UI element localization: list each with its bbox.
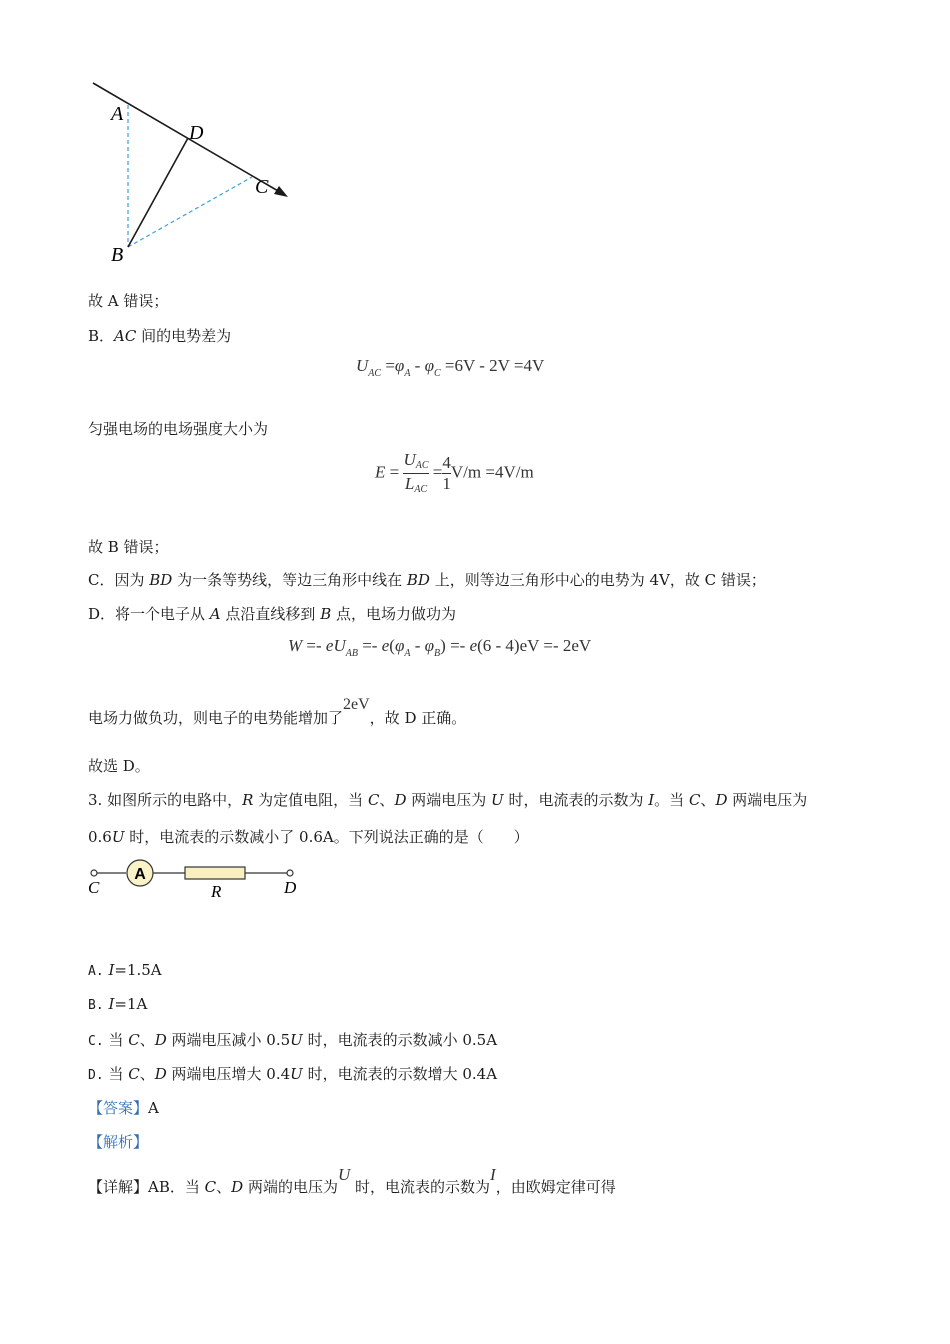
q3-line2-b: 时，电流表的示数减小了 0.6A。下列说法正确的是（ ） (124, 828, 529, 846)
eq-w-eq2: =- (357, 636, 382, 655)
d-prefix: D．将一个电子从 (88, 605, 210, 623)
label-c: C (255, 176, 269, 198)
detail-end: ，由欧姆定律可得 (495, 1178, 616, 1196)
detail-u: U (337, 1165, 351, 1184)
option-c-u: U (290, 1031, 303, 1049)
fraction-uac-lac (403, 450, 428, 497)
eq-u-sub: AC (368, 368, 382, 379)
option-c-letter: C. (88, 1034, 104, 1049)
eq-w-phi-a: φ (394, 636, 405, 655)
label-d: D (189, 122, 204, 144)
neg-work-value: 2eV (343, 696, 370, 713)
answer-value: A (148, 1099, 159, 1117)
q3-prefix: 3. 如图所示的电路中， (88, 791, 243, 809)
d-var1: A (209, 605, 221, 623)
eq-w-e2: e (381, 636, 390, 655)
eq-w-a-sub: A (404, 648, 411, 659)
eq-rest: =6V - 2V =4V (440, 356, 545, 375)
a-wrong-line: 故 A 错误； (88, 292, 169, 310)
option-c-end: 时，电流表的示数减小 0.5A (302, 1031, 498, 1049)
arrow-head-icon (274, 186, 288, 197)
q3-c-text: 时，电流表的示数为 (503, 791, 649, 809)
eq-e: E (375, 462, 386, 482)
option-d-u: U (290, 1065, 303, 1083)
c-prefix: C．因为 (88, 571, 150, 589)
option-d-letter: D. (88, 1068, 104, 1083)
detail-tag: 【详解】 (88, 1178, 149, 1196)
terminal-d-icon (287, 870, 293, 876)
b-prefix: B． (88, 327, 115, 345)
triangle-figure (85, 75, 300, 270)
eq-w-u-sub: AB (345, 648, 358, 659)
eq-w-b-sub: B (434, 648, 441, 659)
q3-line1 (88, 789, 807, 810)
field-intro-line: 匀强电场的电场强度大小为 (88, 420, 269, 438)
label-a: A (111, 103, 124, 125)
q3-line2-a: 0.6 (88, 828, 112, 846)
q3-sep: 、 (379, 791, 395, 809)
neg-work-line (88, 696, 467, 728)
frac-1: 1 (442, 474, 451, 493)
eq-w-e1: e (325, 636, 334, 655)
eq-w-phi-b: φ (424, 636, 435, 655)
option-d-sep: 、 (139, 1065, 155, 1083)
frac-4: 4 (442, 453, 451, 472)
q3-c: C (367, 791, 380, 809)
eq-w-eq3: =- (445, 636, 470, 655)
d-line (88, 603, 456, 624)
c-end: 上，则等边三角形中心的电势为 4V，故 C 错误； (429, 571, 766, 589)
q3-line2-u: U (111, 828, 125, 846)
terminal-c-icon (91, 870, 97, 876)
detail-d: D (231, 1178, 244, 1196)
frac-den: L (404, 474, 415, 493)
detail-c: C (204, 1178, 217, 1196)
option-c-mid: 两端电压减小 0.5 (166, 1031, 291, 1049)
option-c-d: D (154, 1031, 167, 1049)
eq-w-e3: e (469, 636, 478, 655)
option-d-mid: 两端电压增大 0.4 (166, 1065, 291, 1083)
q3-sep2: 、 (700, 791, 716, 809)
option-c-c: C (128, 1031, 140, 1049)
answer-tag: 【答案】 (88, 1099, 149, 1117)
fraction-4-1 (442, 453, 451, 494)
eq-phi-c: φ (424, 356, 434, 375)
b-intro-line (88, 325, 231, 346)
q3-line2 (88, 826, 529, 847)
option-a-var: I (108, 961, 115, 979)
circuit-label-d: D (284, 878, 297, 897)
eq-w-close: ) (440, 636, 446, 655)
option-b[interactable] (88, 995, 147, 1013)
eq-equals-2: = (428, 462, 443, 482)
option-d-d: D (154, 1065, 167, 1083)
option-a-text: =1.5A (114, 961, 162, 979)
q3-d2: D (715, 791, 728, 809)
circuit-label-c: C (88, 878, 100, 897)
eq-w-minus: - (410, 636, 425, 655)
choose-d-line: 故选 D。 (88, 757, 150, 775)
ammeter-label: A (134, 866, 146, 883)
frac-den-sub: AC (414, 484, 428, 495)
q3-d: D (394, 791, 407, 809)
b-text: 间的电势差为 (136, 327, 232, 345)
option-d-pre: 当 (108, 1065, 129, 1083)
analysis-tag: 【解析】 (88, 1133, 149, 1151)
option-a[interactable] (88, 961, 162, 979)
option-d[interactable] (88, 1063, 497, 1084)
q3-c2: C (688, 791, 701, 809)
eq-u: U (356, 356, 369, 375)
c-var1: BD (149, 571, 173, 589)
option-d-c: C (128, 1065, 140, 1083)
q3-e-text: 两端电压为 (727, 791, 808, 809)
d-mid: 点沿直线移到 (220, 605, 321, 623)
eq-equals: = (381, 356, 395, 375)
bd-solid-line (128, 138, 188, 247)
option-b-text: =1A (114, 995, 148, 1013)
eq-w-u: U (333, 636, 346, 655)
detail-i: I (490, 1165, 496, 1184)
eq-phi-a: φ (394, 356, 405, 375)
d-end: 点，电场力做功为 (331, 605, 456, 623)
detail-mid: 时，电流表的示数为 (350, 1178, 491, 1196)
detail-a: AB．当 (148, 1178, 205, 1196)
c-mid: 为一条等势线，等边三角形中线在 (172, 571, 407, 589)
label-b: B (111, 244, 124, 266)
option-a-letter: A. (88, 964, 104, 979)
neg-work-prefix: 电场力做负功，则电子的电势能增加了 (88, 709, 344, 727)
detail-b: 两端的电压为 (243, 1178, 338, 1196)
d-var2: B (320, 605, 332, 623)
circuit-label-r: R (211, 882, 222, 901)
b-wrong-line: 故 B 错误； (88, 538, 169, 556)
analysis-line (88, 1131, 148, 1152)
eq-field-rest: V/m =4V/m (450, 462, 534, 482)
eq-w-open: ( (389, 636, 395, 655)
eq-equals: = (385, 462, 400, 482)
q3-d-text: 。当 (654, 791, 689, 809)
resistor-icon (185, 867, 245, 879)
option-c-sep: 、 (139, 1031, 155, 1049)
c-var2: BD (406, 571, 430, 589)
frac-num: U (403, 450, 416, 469)
q3-a: 为定值电阻，当 (253, 791, 368, 809)
option-c-pre: 当 (108, 1031, 129, 1049)
q3-u: U (491, 791, 504, 809)
c-line (88, 569, 766, 590)
option-c[interactable] (88, 1029, 497, 1050)
q3-r: R (242, 791, 254, 809)
eq-minus: - (410, 356, 425, 375)
circuit-figure (85, 857, 305, 902)
q3-i: I (648, 791, 655, 809)
field-equation (375, 450, 534, 497)
detail-sep: 、 (216, 1178, 232, 1196)
option-b-letter: B. (88, 998, 104, 1013)
work-equation (288, 636, 592, 659)
neg-work-suffix: ，故 D 正确。 (369, 709, 467, 727)
eq-w-eq1: =- (302, 636, 326, 655)
eq-w: W (288, 636, 303, 655)
eq-phi-a-sub: A (404, 368, 411, 379)
option-d-end: 时，电流表的示数增大 0.4A (302, 1065, 498, 1083)
answer-line (88, 1097, 159, 1118)
frac-num-sub: AC (415, 460, 429, 471)
option-b-var: I (108, 995, 115, 1013)
b-var: AC (114, 327, 137, 345)
eq-w-rest: (6 - 4)eV =- 2eV (477, 636, 592, 655)
detail-line (88, 1165, 616, 1197)
q3-b: 两端电压为 (406, 791, 492, 809)
uac-equation (356, 356, 545, 379)
eq-phi-c-sub: C (434, 368, 441, 379)
